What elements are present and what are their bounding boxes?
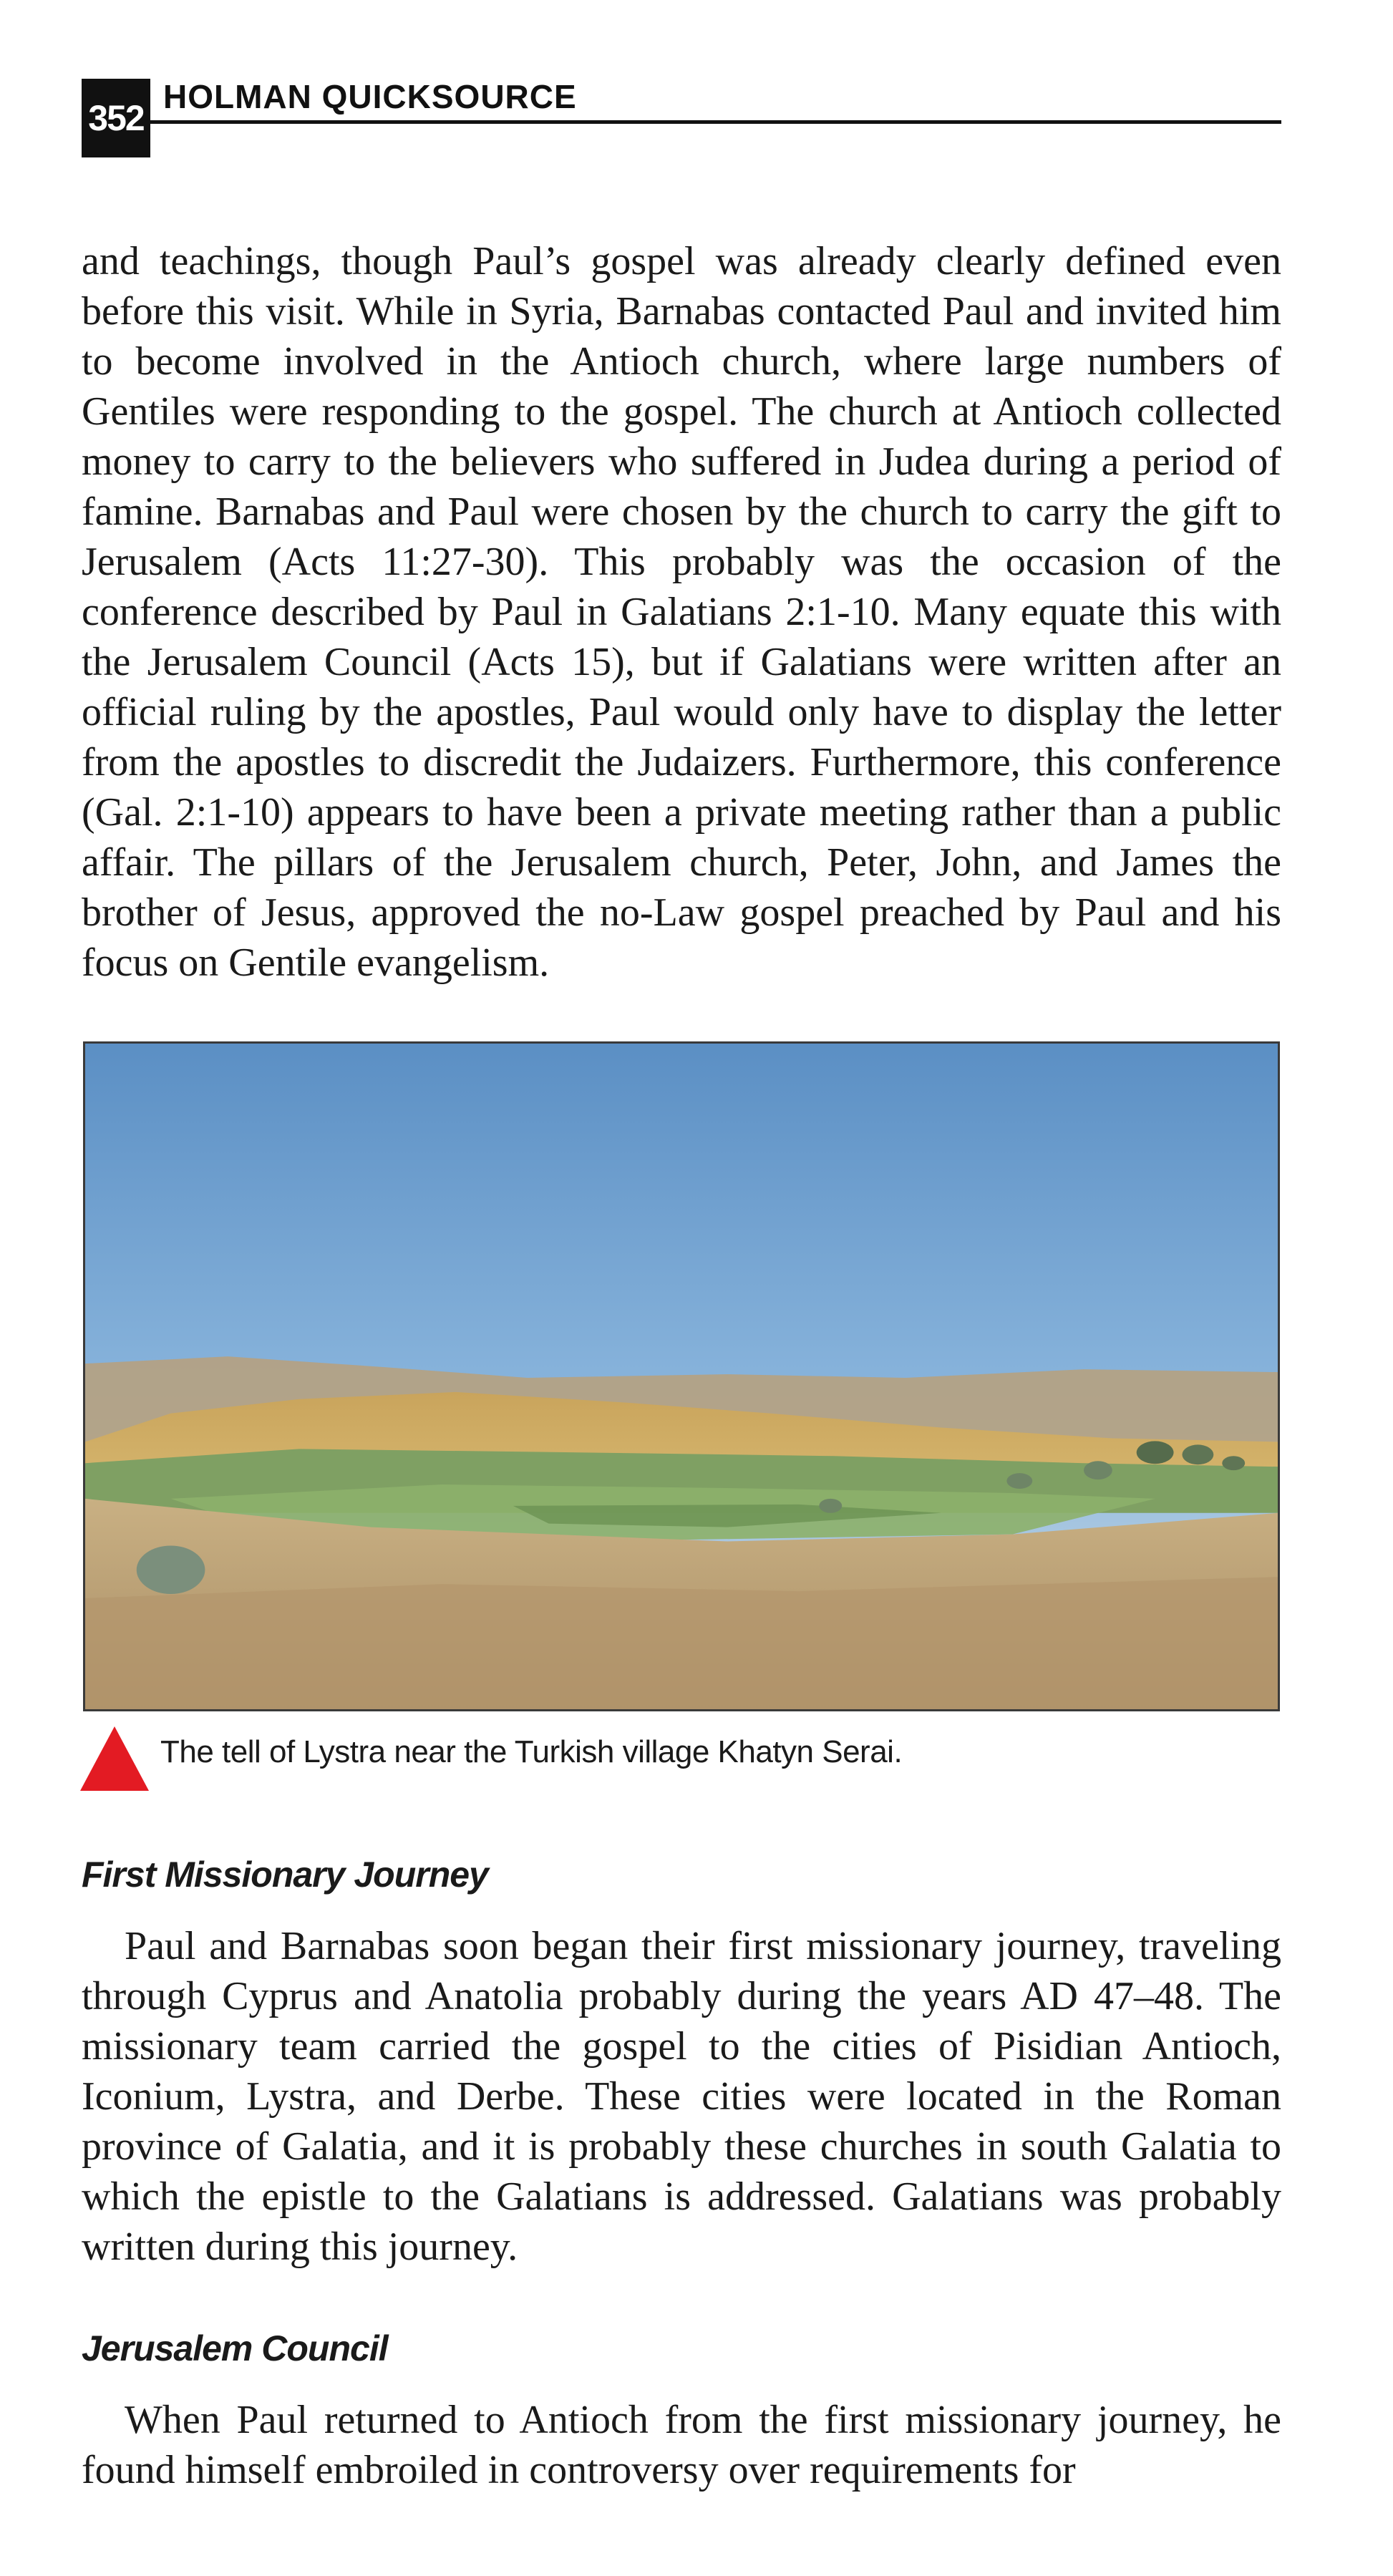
page-number: 352 (82, 79, 150, 157)
photo-caption: The tell of Lystra near the Turkish village Khatyn Serai. (160, 1734, 903, 1769)
caption-triangle-icon (80, 1726, 149, 1791)
running-title: HOLMAN QUICKSOURCE (163, 78, 577, 115)
body-paragraph-jerusalem-council: When Paul returned to Antioch from the first missionary journey, he found himself embroiled in controversy over requirements for (82, 2398, 1281, 2492)
body-paragraph-1: and teachings, though Paul’s gospel was already clearly defined even before this visit. While in Syria, Barnabas contacted Paul and invited him to become involved in the Antioch church, where large numbers of Gentiles were responding to the gospel. The church at Antioch collected money to carry to the believers who suffered in Judea during a period of famine. Barnabas and Paul were chosen by the church to carry the gift to Jerusalem (Acts 11:27-30). This probably was the occasion of the conference described by Paul in Galatians 2:1-10. Many equate this with the Jerusalem Council (Acts 15), but if Galatians were written after an official ruling by the apostles, Paul would only have to display the letter from the apostles to discredit the Judaizers. Furthermore, this conference (Gal. 2:1-10) appears to have been a private meeting rather than a public affair. The pillars of the Jerusalem church, Peter, John, and James the brother of Jesus, approved the no-Law gospel preached by Paul and his focus on Gentile evangelism. (82, 239, 1281, 985)
section-heading-jerusalem-council: Jerusalem Council (82, 2328, 388, 2368)
body-paragraph-first-missionary-journey: Paul and Barnabas soon began their first missionary journey, traveling through Cyprus and Anatolia probably during the years AD 47–48. The missionary team carried the gospel to the cities of Pisidian Antioch, Iconium, Lystra, and Derbe. These cities were located in the Roman province of Galatia, and it is probably these churches in south Galatia to which the epistle to the Galatians is addressed. Galatians was probably written during this journey. (82, 1924, 1281, 2269)
landscape-illustration (85, 1044, 1278, 1709)
lystra-photo (83, 1041, 1280, 1711)
header-rule (150, 120, 1281, 124)
section-heading-first-missionary-journey: First Missionary Journey (82, 1855, 488, 1895)
